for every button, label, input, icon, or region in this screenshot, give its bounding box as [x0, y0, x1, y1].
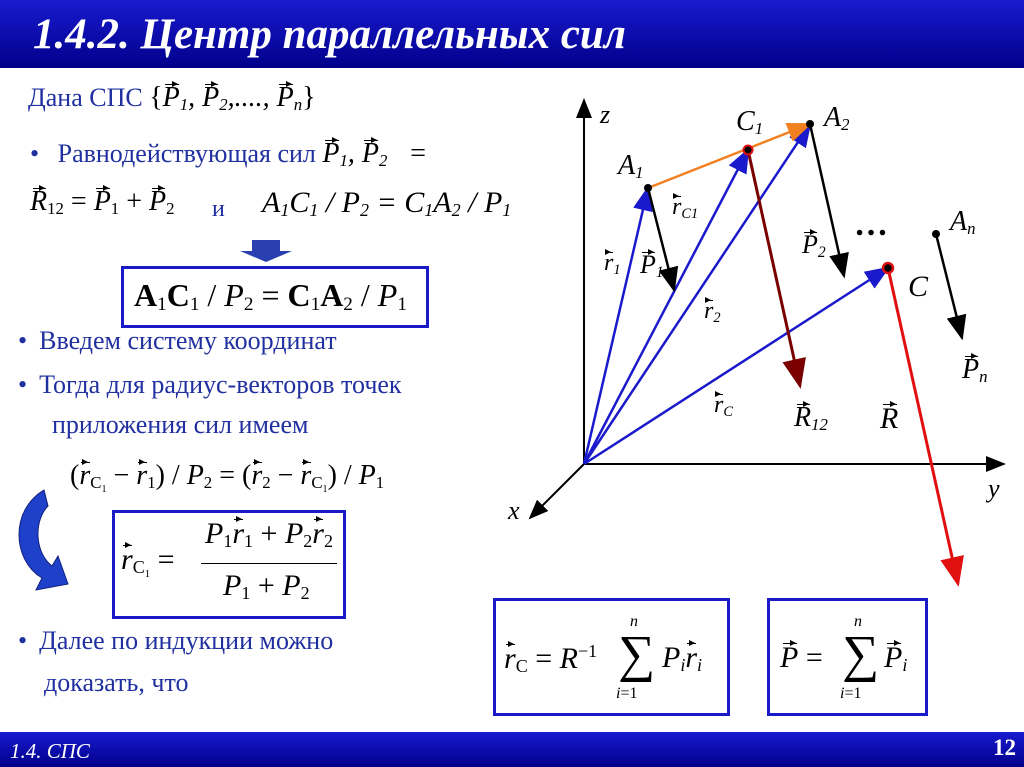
- radius-relation-formula: $(r_{C_1} - r_1) / P_2 = (r_2 - r_{C_1}) / P_1$: [70, 460, 385, 495]
- z-axis-label: z: [600, 100, 611, 129]
- label-r2-sub: 2: [713, 310, 721, 326]
- ellipsis-label: …: [854, 206, 888, 243]
- point-a1: [644, 184, 652, 192]
- rc-sum-upper: n: [630, 613, 638, 630]
- label-rc-main: r: [714, 392, 724, 418]
- r12-vector: [748, 150, 800, 386]
- label-p1-sub: 1: [655, 264, 664, 281]
- label-a2: [824, 102, 850, 135]
- rc-sum-sign: ∑: [618, 626, 656, 683]
- label-an-sub: n: [967, 219, 976, 238]
- label-c: C: [908, 270, 929, 303]
- label-pn-main: P: [962, 354, 980, 385]
- label-rc1: [672, 194, 698, 223]
- label-a2-main: A: [824, 102, 842, 133]
- given-prefix: Дана СПС: [28, 83, 143, 112]
- pn-vector: [936, 234, 962, 338]
- label-an-main: A: [950, 206, 968, 237]
- label-pn: [962, 354, 988, 387]
- label-r12: [794, 402, 828, 435]
- label-r-main: R: [880, 402, 899, 435]
- label-rc-sub: C: [723, 404, 733, 420]
- given-set-formula: {$P_1$, $P_2$,...., $P_n$}: [149, 82, 316, 114]
- rc-vector: [584, 268, 888, 464]
- rc1-lhs: $r_{C_1}$ =: [121, 543, 175, 580]
- p-summand: $P_i$: [884, 641, 908, 675]
- point-c1: [744, 146, 753, 155]
- rc-summand: $P_ir_i$: [662, 641, 703, 675]
- ratio-formula: $A_1C_1 / P_2 = C_1A_2 / P_1$: [262, 186, 512, 220]
- label-r12-sub: 12: [811, 415, 828, 434]
- label-r1: [604, 250, 621, 279]
- rc1-numerator: $P_1r_1 + P_2r_2$: [205, 517, 333, 551]
- slide-title: 1.4.2. Центр параллельных сил: [33, 11, 626, 58]
- label-a1-sub: 1: [635, 163, 644, 182]
- label-rc: [714, 392, 733, 421]
- x-axis: [530, 464, 584, 518]
- point-a2: [806, 120, 814, 128]
- label-r1-main: r: [604, 250, 614, 276]
- label-p1: [640, 250, 664, 282]
- label-a1: [618, 150, 644, 183]
- label-rc1-sub: C1: [681, 206, 699, 222]
- label-c1-main: C: [736, 106, 755, 137]
- p-sum-lower: i=1: [840, 685, 862, 702]
- label-p2-sub: 2: [817, 244, 826, 261]
- label-r2-main: r: [704, 298, 714, 324]
- label-c1: [736, 106, 763, 139]
- r-vector: [888, 268, 958, 584]
- rc1-denominator: $P_1 + P_2$: [223, 569, 310, 603]
- r1-vector: [584, 188, 648, 464]
- label-rc1-main: r: [672, 194, 682, 220]
- footer-bar: [0, 732, 1024, 767]
- p-lhs: P =: [780, 641, 823, 674]
- p-sum-sign: ∑: [842, 626, 880, 683]
- rc-lhs: $r_C = R^{-1}$: [504, 641, 598, 676]
- x-axis-label: x: [508, 496, 520, 525]
- r12-formula: $R_{12} = P_1 + P_2$: [30, 186, 175, 218]
- label-an: [950, 206, 976, 239]
- label-p2-main: P: [802, 230, 818, 259]
- p-sum-upper: n: [854, 613, 862, 630]
- coords-bullet-text: Введем систему координат: [39, 326, 337, 355]
- and-word: и: [212, 196, 225, 222]
- rc-sum-lower: i=1: [616, 685, 638, 702]
- resultant-forces-formula: $P_1$, $P_2$ =: [322, 138, 428, 170]
- label-p1-main: P: [640, 250, 656, 279]
- then-bullet-text: Тогда для радиус-векторов точек: [39, 370, 402, 399]
- point-an: [932, 230, 940, 238]
- label-r1-sub: 1: [613, 262, 621, 278]
- segment-a1-a2: [648, 124, 810, 188]
- label-r2: [704, 298, 721, 327]
- then-bullet-cont: приложения сил имеем: [52, 410, 309, 439]
- label-a2-sub: 2: [841, 115, 850, 134]
- y-axis-label: y: [988, 474, 1000, 503]
- ratio-box-formula: $A_1C_1 / P_2 = C_1A_2 / P_1$: [134, 277, 407, 315]
- resultant-bullet-text: Равнодействующая сил: [57, 139, 316, 168]
- label-a1-main: A: [618, 150, 636, 181]
- label-p2: [802, 230, 826, 262]
- point-c: [883, 263, 893, 273]
- label-r: [880, 402, 898, 436]
- label-r12-main: R: [794, 402, 812, 433]
- induction-bullet-cont: доказать, что: [44, 668, 189, 697]
- label-c1-sub: 1: [754, 119, 764, 138]
- page-number: 12: [993, 735, 1016, 760]
- induction-bullet-text: Далее по индукции можно: [39, 626, 334, 655]
- label-pn-sub: n: [979, 367, 988, 386]
- footer-section: 1.4. СПС: [10, 739, 90, 763]
